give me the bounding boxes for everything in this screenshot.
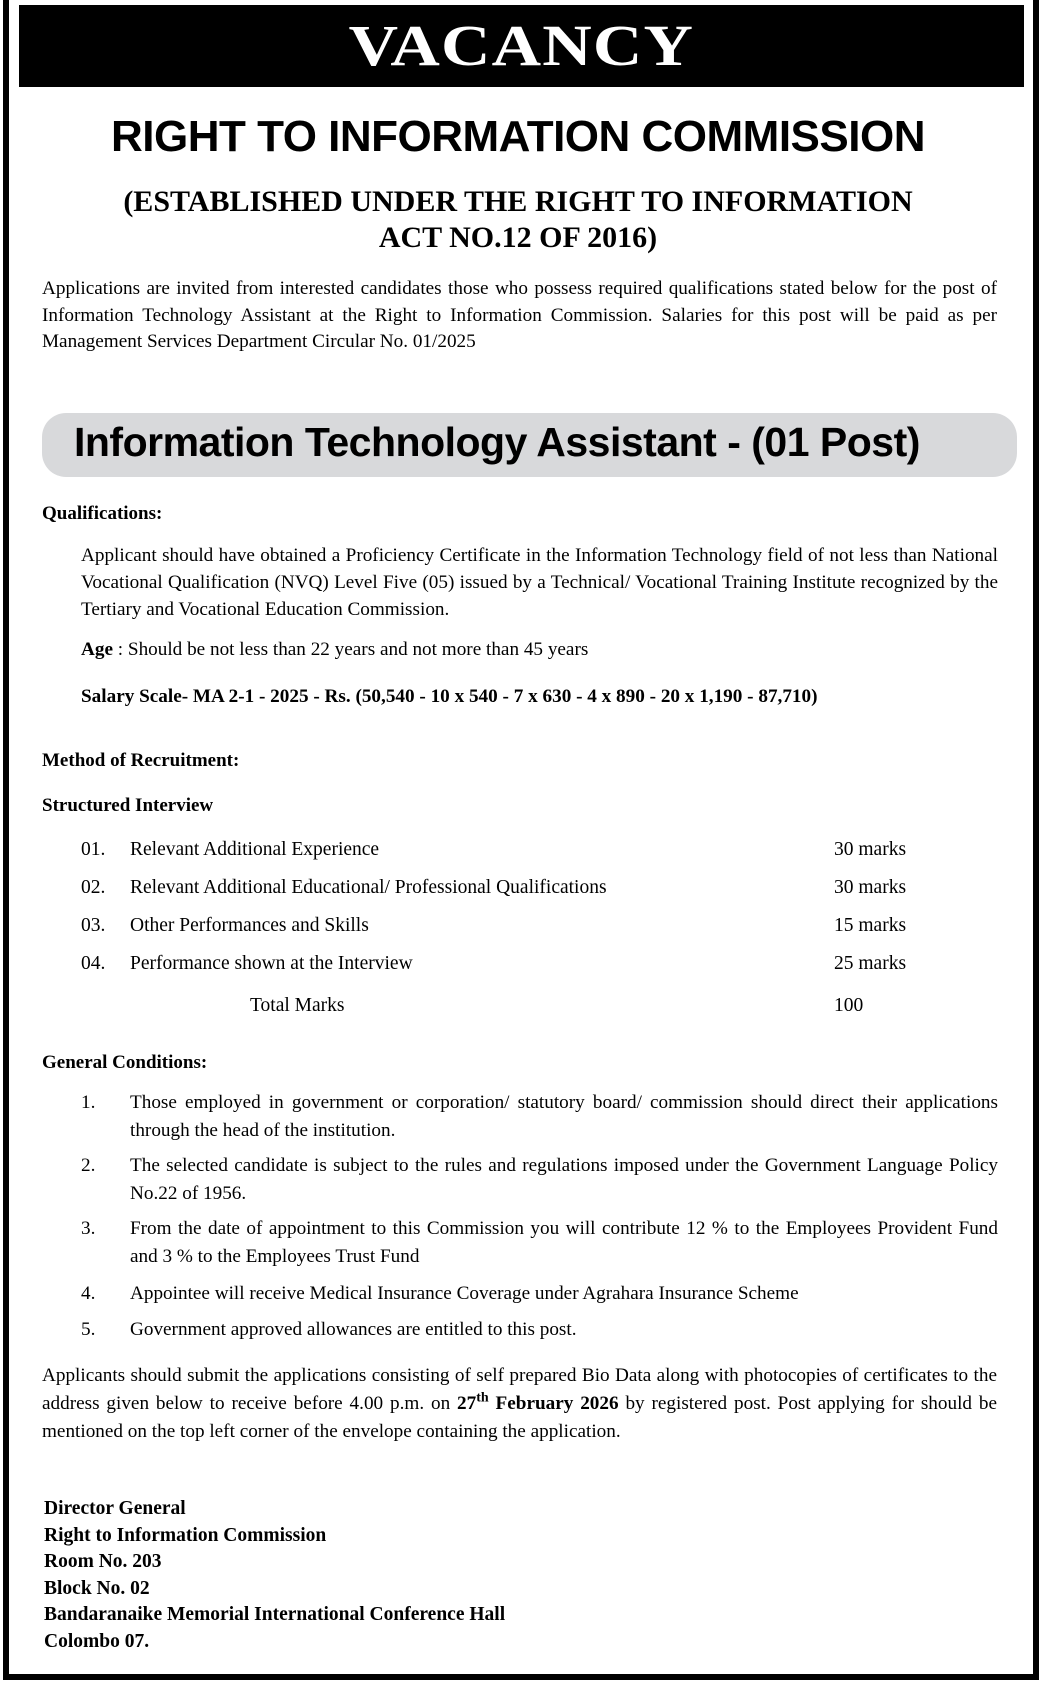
established-line-2: ACT NO.12 OF 2016) bbox=[378, 221, 658, 254]
marks-row-number: 02. bbox=[81, 877, 106, 898]
age-requirement bbox=[81, 639, 588, 661]
established-line-1: (ESTABLISHED UNDER THE RIGHT TO INFORMATION bbox=[123, 185, 913, 218]
marks-row-number: 01. bbox=[81, 839, 106, 860]
total-marks-value: 100 bbox=[834, 995, 864, 1016]
structured-interview-heading: Structured Interview bbox=[42, 795, 214, 816]
condition-text: From the date of appointment to this Commission you will contribute 12 % to the Employees Provident Fund and 3 % to the Employees Trust Fund bbox=[130, 1218, 998, 1267]
marks-row-label: Performance shown at the Interview bbox=[130, 953, 413, 974]
condition-text: Government approved allowances are entitled to this post. bbox=[130, 1319, 577, 1340]
organization-title: RIGHT TO INFORMATION COMMISSION bbox=[111, 112, 925, 161]
address-line: Bandaranaike Memorial International Conference Hall bbox=[44, 1604, 506, 1625]
age-text: : Should be not less than 22 years and not more than 45 years bbox=[112, 639, 589, 660]
submission-paragraph bbox=[42, 1362, 997, 1446]
condition-number: 3. bbox=[81, 1218, 96, 1239]
age-label: Age bbox=[81, 639, 113, 660]
marks-row-value: 30 marks bbox=[834, 839, 907, 860]
qualifications-text: Applicant should have obtained a Proficiency Certificate in the Information Technology field of not less than National Vocational Qualification (NVQ) Level Five (05) issued by a Technical/ Vocational Training Institute recognized by the Tertiary and Vocational Education Commission. bbox=[81, 545, 998, 620]
condition-number: 4. bbox=[81, 1283, 96, 1304]
condition-item bbox=[81, 1215, 998, 1271]
vacancy-banner bbox=[19, 5, 1024, 87]
address-line: Colombo 07. bbox=[44, 1630, 150, 1652]
salary-scale: Salary Scale- MA 2-1 - 2025 - Rs. (50,540 - 10 x 540 - 7 x 630 - 4 x 890 - 20 x 1,190 - 87,710) bbox=[81, 686, 818, 707]
submission-text-before: Applicants should submit the applications consisting of self prepared Bio Data along with photocopies of certificates to the address given below to receive before 4.00 p.m. on bbox=[42, 1365, 997, 1414]
marks-row-number: 04. bbox=[81, 953, 106, 974]
postal-address bbox=[44, 1496, 505, 1655]
condition-item bbox=[81, 1280, 998, 1308]
address-line: Right to Information Commission bbox=[44, 1524, 327, 1546]
total-marks-label: Total Marks bbox=[250, 995, 345, 1016]
post-title-banner bbox=[42, 413, 1017, 477]
marks-row-label: Relevant Additional Experience bbox=[130, 839, 380, 860]
marks-row-label: Relevant Additional Educational/ Professional Qualifications bbox=[130, 877, 607, 898]
marks-row bbox=[81, 839, 981, 865]
address-line: Director General bbox=[44, 1498, 186, 1519]
marks-row-number: 03. bbox=[81, 915, 106, 936]
deadline-month-year: February 2026 bbox=[488, 1393, 619, 1414]
marks-row-value: 30 marks bbox=[834, 877, 907, 898]
condition-item bbox=[81, 1089, 998, 1145]
deadline-day-suffix: th bbox=[476, 1390, 489, 1406]
general-conditions-heading: General Conditions: bbox=[42, 1052, 208, 1073]
condition-text: Appointee will receive Medical Insurance Coverage under Agrahara Insurance Scheme bbox=[130, 1283, 799, 1304]
total-marks-row bbox=[81, 995, 981, 1021]
established-subtitle bbox=[20, 184, 1016, 256]
address-line: Block No. 02 bbox=[44, 1577, 150, 1599]
marks-row bbox=[81, 953, 981, 979]
condition-item bbox=[81, 1316, 998, 1344]
marks-row-value: 15 marks bbox=[834, 915, 907, 936]
condition-number: 2. bbox=[81, 1155, 96, 1176]
qualifications-heading: Qualifications: bbox=[42, 503, 163, 524]
marks-row bbox=[81, 915, 981, 941]
marks-row-value: 25 marks bbox=[834, 953, 907, 974]
condition-number: 5. bbox=[81, 1319, 96, 1340]
condition-text: Those employed in government or corporation/ statutory board/ commission should direct their applications through the head of the institution. bbox=[130, 1092, 998, 1141]
recruitment-heading: Method of Recruitment: bbox=[42, 750, 240, 771]
deadline-day: 27 bbox=[457, 1393, 477, 1414]
marks-row-label: Other Performances and Skills bbox=[130, 915, 369, 936]
condition-text: The selected candidate is subject to the rules and regulations imposed under the Government Language Policy No.22 of 1956. bbox=[130, 1155, 998, 1204]
vacancy-title: VACANCY bbox=[348, 13, 695, 78]
post-title: Information Technology Assistant - (01 Post) bbox=[74, 419, 920, 465]
address-line: Room No. 203 bbox=[44, 1551, 162, 1572]
intro-paragraph: Applications are invited from interested candidates those who possess required qualifications stated below for the post of Information Technology Assistant at the Right to Information Commission. Salaries for this post will be paid as per Management Services Department Circular No. 01/2025 bbox=[42, 278, 997, 352]
condition-number: 1. bbox=[81, 1092, 96, 1113]
submission-text-after: by registered post. Post applying for should be mentioned on the top left corner of the envelope containing the application. bbox=[42, 1393, 997, 1442]
condition-item bbox=[81, 1152, 998, 1208]
marks-row bbox=[81, 877, 981, 903]
